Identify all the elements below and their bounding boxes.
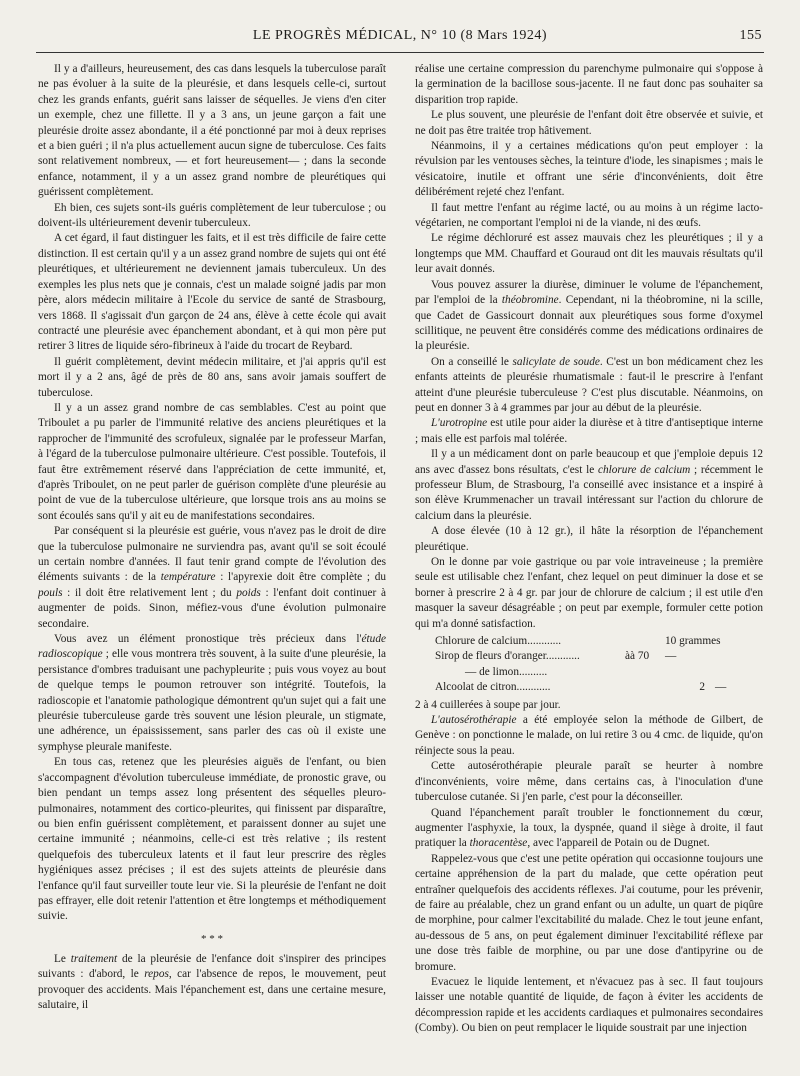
text-run: ; récemment le professeur Blum, de Strasbourg, l'a conseillé avec insistance et a inspiré à son élève Krummenacher un travail intéressant sur l'action du chlorure de calcium dans la pleurésie. xyxy=(415,463,763,522)
paragraph: Evacuez le liquide lentement, et n'évacuez pas à sec. Il faut toujours laisser une notable quantité de liquide, de façon à éviter les accidents de décompression rapide et les accidents cardiaques et pulmonaires secondaires (Comby). Ou bien on peut remplacer le liquide soustrait par une injection xyxy=(415,975,763,1035)
paragraph: réalise une certaine compression du parenchyme pulmonaire qui s'oppose à la germination de la bacillose sous-jacente. Il ne faut donc pas souhaiter sa disparition trop rapide. xyxy=(415,63,763,106)
ingredient-name: — de limon.......... xyxy=(465,665,548,678)
paragraph xyxy=(415,416,763,447)
paragraph: A cet égard, il faut distinguer les faits, et il est très difficile de faire cette distinction. Il est certain qu'il y a un assez grand nombre de sujets qui ont été pleurétiques, et ultérieurement ne deviennent jamais tuberculeux. Un des exemples les plus nets que je connais, c'est un malade soigné jadis par mon père, alors médecin militaire à l'Ecole du service de santé de Strasbourg, vers 1868. Il s'agissait d'un garçon de 24 ans, élève à cette école qui avait contracté une pleurésie avec épanchement abondant, et à qui mon père put retirer 3 litres de liquide séro-fibrineux à l'aide du trocart de Reybard. xyxy=(38,232,386,353)
page-header xyxy=(38,28,762,50)
paragraph xyxy=(415,447,763,524)
section-separator: * * * xyxy=(201,932,223,945)
paragraph: On le donne par voie gastrique ou par voie intraveineuse ; la première seule est utilisable chez l'enfant, chez lequel on peut diminuer la dose et se borner à prescrire 2 à 4 gr. par jour de chlorure de calcium ; il est utile d'en masquer la saveur désagréable ; on peut par exemple, formuler cette potion qui m'a donné satisfaction. xyxy=(415,556,763,630)
text-run: Vous pouvez assurer la diurèse, diminuer le volume de l'épanchement, par l'emploi de la xyxy=(415,278,763,307)
text-run: Par conséquent si la pleurésie est guérie, vous n'avez pas le droit de dire que la tuberculose pulmonaire ne surviendra pas, avant qu'il se soit écoulé un certain nombre d'années. Il faut tenir grand compte de l'évolution des éléments suivants : de la xyxy=(38,525,386,584)
paragraph: Il y a un assez grand nombre de cas semblables. C'est au point que Triboulet a pu parler de l'immunité relative des anciens pleurétiques et la rapprocher de l'immunité des scrofuleux, signalée par le professeur Marfan, à l'égard de la tuberculose pulmonaire ultérieure. C'est possible. Toutefois, il faut être extrêmement réservé dans l'appréciation de cette immunité, et, d'après Triboulet, on ne peut parler de guérison complète d'une pleurésie au point de vue de la tuberculose ultérieure, que lorsque trois ans au moins se sont écoulés sans qu'il y ait eu de manifestations secondaires. xyxy=(38,401,386,522)
paragraph: Il faut mettre l'enfant au régime lacté, ou au moins à un régime lacto-végétarien, ne comportant l'emploi ni de la viande, ni des œufs. xyxy=(415,201,763,230)
italic-term: thoracentèse xyxy=(469,837,528,850)
ingredient-name: Sirop de fleurs d'oranger............ xyxy=(435,650,580,663)
text-run: de la pleurésie de l'enfance doit s'inspirer des principes suivants : d'abord, le xyxy=(38,952,386,981)
text-run: Il y a un médicament dont on parle beaucoup et que j'emploie depuis 12 ans avec d'assez bons résultats, c'est le xyxy=(415,448,763,476)
left-column xyxy=(38,62,386,1058)
paragraph xyxy=(38,524,386,632)
text-run: , car l'absence de repos, le mouvement, peut provoquer des accidents. Mais l'épanchement est, dans une certaine mesure, salutaire, il xyxy=(38,968,386,1011)
ingredient-name: Alcoolat de citron............ xyxy=(435,681,551,694)
prescription-row xyxy=(435,649,763,664)
ingredient-qty: — xyxy=(665,650,677,663)
paragraph: Le régime déchloruré est assez mauvais chez les pleurétiques ; il y a longtemps que MM. Chauffard et Gouraud ont dit les mauvais résultats qu'il leur avait donnés. xyxy=(415,232,763,276)
paragraph: Il y a d'ailleurs, heureusement, des cas dans lesquels la tuberculose paraît ne pas évoluer à la suite de la pleurésie, et dans lesquels celle-ci, surtout chez les grands enfants, guérit sans laisser de séquelles. Je viens d'en citer un exemple, chez une fillette. Il y a 3 ans, un jeune garçon a fait une pleurésie droite assez abondante, il a été ponctionné par moi à deux reprises et a bien guéri ; il n'a plus actuellement aucun signe de tuberculose. Ces faits sont relativement nombreux, — et fort heureusement— ; dans la seconde enfance, notamment, il y a un assez grand nombre de pleurétiques qui guérissent complètement. xyxy=(38,63,386,199)
text-run: a été employée selon la méthode de Gilbert, de Genève : on ponctionne le malade, on lui retire 3 ou 4 cmc. de liquide, qu'on réinjecte sous la peau. xyxy=(415,714,763,757)
paragraph xyxy=(38,952,386,1014)
running-title: LE PROGRÈS MÉDICAL, N° 10 (8 Mars 1924) xyxy=(252,28,548,43)
text-run: , avec l'appareil de Potain ou de Dugnet. xyxy=(527,837,710,850)
dosage-note: 2 à 4 cuillerées à soupe par jour. xyxy=(415,698,561,711)
paragraph: Il guérit complètement, devint médecin militaire, et j'ai appris qu'il est mort il y a 2 ans, âgé de près de 80 ans, sans avoir jamais souffert de tuberculose. xyxy=(38,355,386,399)
prescription-row xyxy=(435,665,763,680)
paragraph xyxy=(415,355,763,417)
italic-term: poids xyxy=(236,586,261,599)
ingredient-brace xyxy=(625,680,665,695)
paragraph xyxy=(415,713,763,759)
italic-term: L'urotropine xyxy=(431,417,488,430)
prescription-row xyxy=(435,680,763,695)
text-run: : l'apyrexie doit être complète ; du xyxy=(215,571,386,584)
paragraph: En tous cas, retenez que les pleurésies aiguës de l'enfant, ou bien s'accompagnent d'évolution tuberculeuse immédiate, de pronostic grave, ou bien pendant un temps assez long présentent des séquelles pleuro-pulmonaires, notamment des cortico-pleurites, qui finissent par disparaître, ou bien enfin guérissent complètement, et paraissent donner au sujet une certaine immunité ; néanmoins, celle-ci est très relative ; ils restent quelquefois des tuberculeux latents et il faut leur prescrire des règles hygiéniques assez précises ; il est des sujets atteints de pleurésie dans l'enfance qu'il faut surveiller toute leur vie. Si la pleurésie de l'enfant ne doit pas effrayer, elle doit retenir l'attention et être longtemps et méthodiquement suivie. xyxy=(38,756,386,923)
header-rule xyxy=(36,52,764,53)
italic-term: repos xyxy=(144,968,169,981)
prescription xyxy=(435,634,763,696)
right-column xyxy=(415,62,763,1058)
text-run: Le xyxy=(54,952,71,965)
paragraph: Eh bien, ces sujets sont-ils guéris complètement de leur tuberculose ; ou doivent-ils ultérieurement devenir tuberculeux. xyxy=(38,201,386,230)
text-run: ; elle vous montrera très souvent, à la suite d'une pleurésie, la persistance d'ombres traduisant une pachypleurite ; puis vous voyez au bout de quelque temps le poumon retrouver son intégrité. Toutefois, la radioscopie et l'anatomie pathologique démontrent qu'un sujet qui a fait une pleurésie tuberculeuse garde très souvent une lésion pleurale, un stigmate, une adhérence, un épaississement, sans parler des cas où il existe une symphyse pleurale manifeste. xyxy=(38,648,386,753)
paragraph: Le plus souvent, une pleurésie de l'enfant doit être observée et suivie, et ne doit pas être traitée trop hâtivement. xyxy=(415,109,763,137)
text-run: Vous avez un élément pronostique très précieux dans l' xyxy=(54,633,362,646)
italic-term: traitement xyxy=(70,952,118,965)
text-run: Quand l'épanchement paraît troubler le fonctionnement du cœur, augmenter l'asphyxie, la toux, la dyspnée, quand il siège à droite, il faut pratiquer la xyxy=(415,806,763,850)
ingredient-qty: 2 xyxy=(699,681,705,694)
text-run: : il doit être relativement lent ; du xyxy=(62,586,237,599)
page-number: 155 xyxy=(739,28,762,43)
paragraph: Cette autosérothérapie pleurale paraît se heurter à nombre d'inconvénients, voire même, dans certains cas, à l'inoculation d'une tuberculose cutanée. Si j'en parle, c'est pour la déconseiller. xyxy=(415,760,763,804)
text-run: : l'enfant doit continuer à augmenter de poids. Sinon, méfiez-vous d'une évolution pulmonaire secondaire. xyxy=(38,586,386,630)
italic-term: pouls xyxy=(38,586,63,599)
paragraph: A dose élevée (10 à 12 gr.), il hâte la résorption de l'épanchement pleurétique. xyxy=(415,525,763,553)
ingredient-brace: àà 70 xyxy=(625,650,650,663)
paragraph xyxy=(415,806,763,852)
paragraph xyxy=(38,632,386,755)
italic-term: température xyxy=(160,571,216,584)
paragraph: Néanmoins, il y a certaines médications qu'on peut employer : la révulsion par les ventouses sèches, la teinture d'iode, les sinapismes ; mais le vésicatoire, inutile et offrant une série d'inconvénients, doit être délibérément rejeté chez l'enfant. xyxy=(415,140,763,199)
paragraph: Rappelez-vous que c'est une petite opération qui occasionne toujours une certaine appréhension de la part du malade, que cette opération peut entraîner quelquefois des accidents réflexes. J'ai coutume, pour les prévenir, de faire au préalable, chez un grand enfant ou un adulte, un quart de piqûre de morphine, pour calmer l'excitabilité du malade. Chez le tout jeune enfant, au-dessous de 5 ans, on peut également diminuer l'excitabilité réflexe par une dose très faible de morphine, ou par une dose d'antipyrine ou de bromure. xyxy=(415,852,763,973)
text-run: . C'est un bon médicament chez les enfants atteints de pleurésie rhumatismale : faut-il le prescrire à l'enfant atteint d'une pleurésie tuberculeuse ? C'est plus discutable. Néanmoins, on peut en donner 3 à 4 grammes par jour au début de la pleurésie. xyxy=(415,355,763,414)
text-run: . Cependant, ni la théobromine, ni la scille, que Cadet de Gassicourt donnait aux pleurétiques sous forme d'oxymel scillitique, ne peuvent être considérés comme des médications ordinaires de la pleurésie. xyxy=(415,294,763,353)
text-run: On a conseillé le xyxy=(431,355,513,368)
italic-term: salicylate de soude xyxy=(512,355,600,368)
paragraph xyxy=(415,278,763,355)
italic-term: théobromine xyxy=(501,294,559,307)
ingredient-name: Chlorure de calcium............ xyxy=(435,635,562,648)
ingredient-brace xyxy=(625,634,665,649)
italic-term: chlorure de calcium xyxy=(597,463,691,476)
ingredient-unit: — xyxy=(715,681,727,694)
ingredient-qty: 10 grammes xyxy=(665,635,721,648)
text-run: est utile pour aider la diurèse et à titre d'antiseptique interne ; mais elle est parfois mal tolérée. xyxy=(415,417,763,445)
italic-term: étude radioscopique xyxy=(38,633,386,661)
prescription-row xyxy=(435,634,763,649)
italic-term: L'autosérothérapie xyxy=(431,714,517,727)
